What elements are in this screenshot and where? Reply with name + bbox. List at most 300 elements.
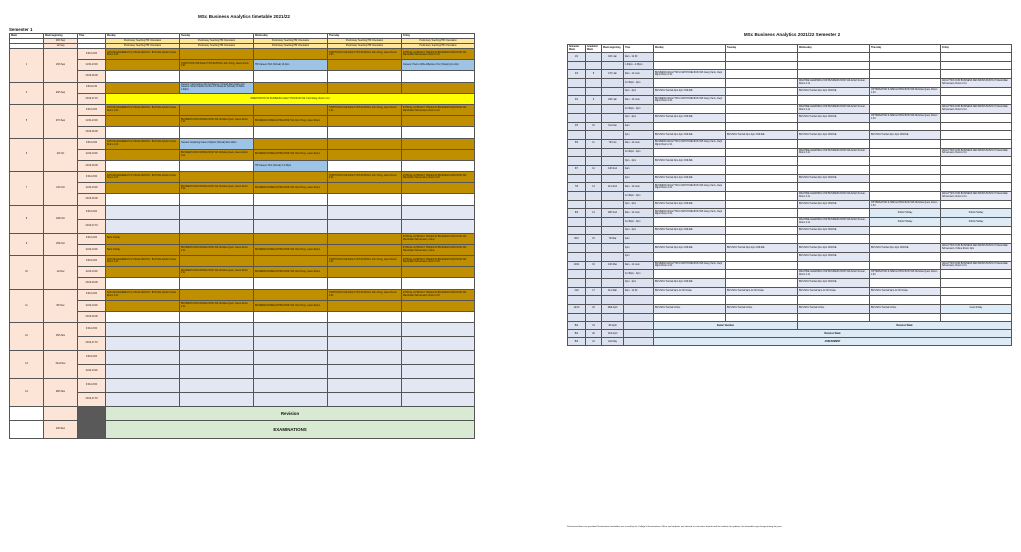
session-cell xyxy=(798,235,870,244)
academic-week-cell: 16 xyxy=(586,261,602,270)
semester-week-cell xyxy=(568,252,586,261)
time-cell: 9:00-13:00 xyxy=(78,49,106,60)
session-cell xyxy=(798,209,870,218)
time-cell: 3pm - 4pm xyxy=(624,200,654,209)
session-cell xyxy=(106,82,180,93)
session-cell: BUS7116 Tutorial 3pm-4pm ONLINE xyxy=(870,244,941,253)
session-cell xyxy=(106,194,180,205)
session-cell xyxy=(106,379,180,393)
session-cell: ETHICAL & PRIVACY ISSUES IN BUSINESS DATA BUS7120 Maximillian Schuemann, Room 2.10 xyxy=(402,289,475,300)
session-cell xyxy=(941,313,1012,322)
timetable-row xyxy=(568,105,1012,114)
semester-week-cell xyxy=(568,200,586,209)
academic-week-cell: 21 xyxy=(586,338,602,346)
timetable-row xyxy=(568,79,1012,88)
session-cell xyxy=(654,61,726,70)
time-cell: 13:00-16:00 xyxy=(78,194,106,205)
timetable-row xyxy=(10,311,475,322)
header-wednesday: Wednesday xyxy=(798,45,870,53)
timetable-row xyxy=(10,323,475,337)
session-cell xyxy=(328,160,402,171)
time-cell: 9am - 12 noon xyxy=(624,183,654,192)
session-cell xyxy=(870,53,941,62)
session-cell: MACHINE LEARNING FOR BUSINESS BUS7116 Ashish Kumar, Room 2.11 xyxy=(798,148,870,157)
session-cell: DATA MANAGEMENT & VISUALISATION - BUS7111 Ashish Kumar Room 1.03 xyxy=(106,138,180,149)
week-number: 7 xyxy=(10,172,44,206)
session-cell xyxy=(254,219,328,233)
session-cell xyxy=(798,296,870,305)
timetable-row xyxy=(568,157,1012,166)
header-academic-week: Academic Week xyxy=(586,45,602,53)
session-cell xyxy=(180,71,254,82)
examinations-banner: EXAMINATIONS xyxy=(106,421,475,439)
session-cell xyxy=(870,183,941,192)
session-cell: ANALYTICS FOR BUSINESS DECISIONS BUS7117 Maximillian Schuemann, Room 2.11 xyxy=(941,192,1012,201)
session-cell xyxy=(798,165,870,174)
time-cell: 11:00-13:00 xyxy=(78,267,106,278)
timetable-row xyxy=(10,172,475,183)
time-cell: 11:00-13:00 xyxy=(78,116,106,127)
session-cell: BUS7201 Tutorial 3pm-4pm ONLINE xyxy=(654,244,726,253)
prelim-cell: Preliminary Teaching/TBI Orientation xyxy=(254,44,328,49)
session-cell xyxy=(654,165,726,174)
academic-week-cell xyxy=(586,252,602,261)
session-cell xyxy=(870,165,941,174)
session-cell xyxy=(654,105,726,114)
session-cell xyxy=(180,172,254,183)
week-beginning-cell: 1st Sep xyxy=(44,44,78,49)
session-cell xyxy=(254,138,328,149)
header-friday: Friday xyxy=(941,45,1012,53)
week-beginning-cell xyxy=(602,313,624,322)
academic-week-cell xyxy=(586,148,602,157)
timetable-row xyxy=(10,393,475,407)
session-cell xyxy=(328,393,402,407)
session-cell: BUS7116 Tutorial 3pm-4pm ONLINE xyxy=(798,174,870,183)
session-cell xyxy=(654,79,726,88)
time-cell: 3pm - 4pm xyxy=(624,226,654,235)
semester-week-cell xyxy=(568,105,586,114)
academic-week-cell xyxy=(586,105,602,114)
time-cell: 9am - 12.30 xyxy=(624,53,654,62)
prelim-cell: Preliminary Teaching/TBI Orientation xyxy=(180,39,254,44)
session-cell xyxy=(726,157,798,166)
session-cell xyxy=(941,226,1012,235)
session-cell xyxy=(870,192,941,201)
session-cell xyxy=(798,61,870,70)
time-cell: 12.30pm - 3pm xyxy=(624,105,654,114)
session-cell xyxy=(254,127,328,138)
timetable-row xyxy=(568,270,1012,279)
session-cell xyxy=(726,87,798,96)
session-cell: DATA MANAGEMENT & VISUALISATION - BUS7111 Ashish Kumar Room 1.03 xyxy=(106,49,180,60)
session-cell xyxy=(941,296,1012,305)
session-cell xyxy=(328,71,402,82)
session-cell xyxy=(654,270,726,279)
session-cell: BUS7201 Tutorial Online xyxy=(654,304,726,313)
summary-banner: Revision Week xyxy=(654,330,1012,338)
week-beginning-cell xyxy=(602,226,624,235)
session-cell xyxy=(106,205,180,219)
vacation-row xyxy=(568,322,1012,330)
academic-week-cell xyxy=(586,87,602,96)
session-cell xyxy=(402,219,475,233)
week-beginning-cell: 25th Oct xyxy=(44,233,78,255)
session-cell xyxy=(254,393,328,407)
semester-week-cell: 11/2 xyxy=(568,287,586,296)
timetable-row xyxy=(568,174,1012,183)
time-cell: 9:00-12:30 xyxy=(78,82,106,93)
session-cell: BUSINESS FORECASTING BUS7114 John Hong, Jason Room xyxy=(254,267,328,278)
time-cell: 3pm - 4pm xyxy=(624,113,654,122)
timetable-row xyxy=(568,296,1012,305)
semester-week-cell: 2/3 xyxy=(568,70,586,79)
time-cell: 9am - 12 noon xyxy=(624,139,654,148)
time-cell: 9:00-13:00 xyxy=(78,233,106,244)
time-cell xyxy=(624,296,654,305)
timetable-row xyxy=(568,113,1012,122)
semester-week-cell xyxy=(568,157,586,166)
header-week-beginning: Week beginning xyxy=(602,45,624,53)
academic-week-cell: 8 xyxy=(586,70,602,79)
session-cell xyxy=(254,323,328,337)
session-cell: BUSINESS FORECASTING BUS7114 John Hong, Jason Room xyxy=(254,116,328,127)
session-cell xyxy=(180,104,254,115)
week-beginning-cell: 11th April xyxy=(602,330,624,338)
session-cell: Careers: Interviewing with Confidence (Virtual) 9am-10am and Careers: Work Practice for Box 8.5 Students (Virtual) 11.30am-1.30pm xyxy=(180,82,254,93)
session-cell: BUSINESS DATA MINING BUS7113 Nicholas Quek, Jason Room 2.11 xyxy=(180,149,254,160)
session-cell: TBI Careers Hub (Virtual) 3-4.30pm xyxy=(254,160,328,171)
session-cell xyxy=(402,71,475,82)
session-cell: BUS7116 Tutorial 3pm-4pm ONLINE xyxy=(798,200,870,209)
time-cell: 4pm xyxy=(624,131,654,140)
session-cell: BUS7201 Tutorial Online xyxy=(798,304,870,313)
session-cell xyxy=(726,261,798,270)
timetable-row xyxy=(568,278,1012,287)
session-cell xyxy=(726,70,798,79)
time-cell: 9am - 12 noon xyxy=(624,209,654,218)
session-cell: BUSINESS FORECASTING BUS7114 John Hong, Jason Room xyxy=(254,244,328,255)
session-cell: BUS7116 Tutorial 3pm-4pm ONLINE xyxy=(798,226,870,235)
timetable-row xyxy=(568,218,1012,227)
time-cell: 11:00-13:00 xyxy=(78,244,106,255)
session-cell xyxy=(402,267,475,278)
session-cell xyxy=(180,194,254,205)
session-cell xyxy=(328,365,402,379)
session-cell xyxy=(254,71,328,82)
timetable-row xyxy=(568,287,1012,296)
session-cell xyxy=(328,127,402,138)
timetable-row xyxy=(568,87,1012,96)
session-cell xyxy=(254,205,328,219)
session-cell xyxy=(254,49,328,60)
time-cell: 13:00-17:15 xyxy=(78,219,106,233)
semester-2-sheet xyxy=(567,0,1011,552)
session-cell xyxy=(726,79,798,88)
time-cell: 9:00-13:00 xyxy=(78,172,106,183)
academic-week-cell xyxy=(586,131,602,140)
time-cell: 11:00-13:00 xyxy=(78,149,106,160)
timetable-row xyxy=(10,116,475,127)
session-cell xyxy=(180,49,254,60)
week-beginning-cell: 27th Sep xyxy=(44,104,78,138)
session-cell xyxy=(106,393,180,407)
semester-week-cell: 7/8 xyxy=(568,183,586,192)
session-cell xyxy=(870,313,941,322)
timetable-row xyxy=(568,200,1012,209)
time-cell: 4pm xyxy=(624,244,654,253)
timetable-row xyxy=(10,256,475,267)
session-cell xyxy=(328,351,402,365)
session-cell xyxy=(402,127,475,138)
session-cell xyxy=(106,323,180,337)
session-cell xyxy=(726,200,798,209)
session-cell: BUSINESS DATA MINING BUS7113 Nicholas Quek, Jason Room 2.11 xyxy=(180,244,254,255)
week-number: 12 xyxy=(10,323,44,351)
time-cell: 13:00-16:00 xyxy=(78,311,106,322)
session-cell: DATA MANAGEMENT & VISUALISATION - BUS7111 Ashish Kumar Room 1.03 xyxy=(106,104,180,115)
session-cell: BUS7201 Tutorial 3pm-4pm ONLINE xyxy=(654,278,726,287)
session-cell: MACHINE LEARNING FOR BUSINESS BUS7116 Ashish Kumar, Room 2.11 xyxy=(798,192,870,201)
session-cell xyxy=(870,252,941,261)
time-cell: 9:00-13:00 xyxy=(78,256,106,267)
session-cell xyxy=(870,278,941,287)
academic-week-cell xyxy=(586,270,602,279)
session-cell xyxy=(726,139,798,148)
session-cell: BUS7201 Tutorial 3pm-4pm ONLINE xyxy=(654,226,726,235)
week-number: 8 xyxy=(10,205,44,233)
session-cell xyxy=(654,296,726,305)
week-beginning-cell xyxy=(602,131,624,140)
session-cell xyxy=(726,105,798,114)
timetable-row xyxy=(10,93,475,104)
session-cell xyxy=(106,160,180,171)
timetable-row xyxy=(568,209,1012,218)
session-cell: BUS7116 Tutorial 3pm-4pm ONLINE xyxy=(798,278,870,287)
week-cell xyxy=(10,421,44,439)
session-cell xyxy=(870,122,941,131)
session-cell xyxy=(402,323,475,337)
week-beginning-cell: 14th Mar xyxy=(602,261,624,270)
timetable-row xyxy=(568,122,1012,131)
time-cell: 12.30pm - 3pm xyxy=(624,218,654,227)
session-cell xyxy=(654,53,726,62)
session-cell xyxy=(941,165,1012,174)
session-cell xyxy=(328,205,402,219)
session-cell xyxy=(106,351,180,365)
session-cell xyxy=(870,61,941,70)
semester-week-cell xyxy=(568,61,586,70)
session-cell xyxy=(726,313,798,322)
session-cell: STATISTICS FOR ANALYTICS BUS7110 John Hong, Jason Room 2.01 xyxy=(328,289,402,300)
summary-banner: ASSESSMENT xyxy=(654,338,1012,346)
semester-label: Semester 1 xyxy=(9,27,33,32)
prelim-cell: Preliminary Teaching/TBI Orientation xyxy=(254,39,328,44)
timetable-row xyxy=(568,61,1012,70)
session-cell xyxy=(726,113,798,122)
session-cell xyxy=(654,235,726,244)
week-beginning-cell xyxy=(602,79,624,88)
session-cell: MACHINE LEARNING FOR BUSINESS BUS7116 Ashish Kumar, Room 2.11 xyxy=(798,79,870,88)
prelim-cell: Preliminary Teaching/TBI Orientation xyxy=(402,39,475,44)
session-cell xyxy=(254,233,328,244)
semester-week-cell: 1/2 xyxy=(568,53,586,62)
session-cell xyxy=(180,233,254,244)
semester-week-cell xyxy=(568,79,586,88)
session-cell xyxy=(726,61,798,70)
time-cell: 13:00-17:15 xyxy=(78,393,106,407)
prelim-cell: Preliminary Teaching/TBI Orientation xyxy=(106,44,180,49)
session-cell xyxy=(328,337,402,351)
session-cell xyxy=(254,194,328,205)
session-cell xyxy=(328,323,402,337)
session-cell xyxy=(941,270,1012,279)
session-cell xyxy=(941,200,1012,209)
session-cell xyxy=(106,149,180,160)
timetable-row xyxy=(10,71,475,82)
time-cell: 9:00-13:00 xyxy=(78,351,106,365)
timetable-row xyxy=(10,49,475,60)
header-wednesday: Wednesday xyxy=(254,34,328,39)
session-cell: MACHINE LEARNING FOR BUSINESS BUS7116 Ashish Kumar, Room 2.11 xyxy=(798,270,870,279)
timetable-row xyxy=(10,300,475,311)
session-cell: BUS7201 Tutorial 3pm-4pm ONLINE xyxy=(726,131,798,140)
session-cell: Public Holiday xyxy=(941,218,1012,227)
time-cell: 9:00-13:00 xyxy=(78,323,106,337)
session-cell xyxy=(328,267,402,278)
session-cell xyxy=(254,104,328,115)
academic-week-cell: 12 xyxy=(586,165,602,174)
session-cell xyxy=(941,157,1012,166)
session-cell: BUS7201 Tutorial 9am-12.30 Online xyxy=(726,287,798,296)
session-cell xyxy=(654,122,726,131)
session-cell xyxy=(328,311,402,322)
time-cell: 12.30pm - 3pm xyxy=(624,270,654,279)
session-cell xyxy=(654,218,726,227)
academic-week-cell xyxy=(586,157,602,166)
session-cell xyxy=(941,122,1012,131)
academic-week-cell: 20 xyxy=(586,330,602,338)
revision-banner: Revision xyxy=(106,407,475,421)
academic-week-cell: 10 xyxy=(586,122,602,131)
week-beginning-cell xyxy=(602,218,624,227)
session-cell xyxy=(941,131,1012,140)
session-cell: Public Holiday xyxy=(870,209,941,218)
session-cell xyxy=(941,87,1012,96)
time-cell: 12.30pm - 3pm xyxy=(624,148,654,157)
timetable-row xyxy=(10,127,475,138)
timetable-row xyxy=(10,351,475,365)
left-title: MSc Business Analytics timetable 2021/22 xyxy=(197,14,290,19)
time-cell: 4am xyxy=(624,122,654,131)
session-cell: ETHICAL & PRIVACY ISSUES IN BUSINESS DATA BUS7120 Maximillian Schuemann, Room 2.10 xyxy=(402,49,475,60)
time-cell xyxy=(624,338,654,346)
session-cell: BUSINESS DATA MINING BUS7113 Nicholas Quek, Jason Room 2.11 xyxy=(180,300,254,311)
session-cell xyxy=(726,209,798,218)
timetable-row xyxy=(10,138,475,149)
academic-week-cell xyxy=(586,192,602,201)
session-cell: ETHICAL & PRIVACY ISSUES IN BUSINESS DATA BUS7120 Maximillian Schuemann, Room 2.10 xyxy=(402,172,475,183)
timetable-row xyxy=(10,267,475,278)
session-cell: BUS7116 Tutorial 3pm-4pm ONLINE xyxy=(798,244,870,253)
semester-week-cell xyxy=(568,244,586,253)
time-cell: 9am - 12 noon xyxy=(624,261,654,270)
week-beginning-cell xyxy=(602,113,624,122)
session-cell: ANALYTICS FOR BUSINESS DECISIONS BUS7117 Maximillian Schuemann, Room 2.11 xyxy=(941,105,1012,114)
session-cell: BUS7201 Tutorial 3pm-4pm ONLINE xyxy=(654,87,726,96)
session-cell xyxy=(402,337,475,351)
session-cell: BUS7116 Tutorial 3pm-4pm ONLINE xyxy=(798,252,870,261)
week-beginning-cell xyxy=(602,105,624,114)
session-cell xyxy=(941,70,1012,79)
session-cell xyxy=(106,127,180,138)
week-beginning-cell xyxy=(602,244,624,253)
session-cell xyxy=(870,296,941,305)
semester-week-cell: 3/4 xyxy=(568,96,586,105)
timetable-row xyxy=(568,53,1012,62)
week-beginning-cell xyxy=(602,148,624,157)
session-cell: BUSINESS FORECASTING BUS7114 John Hong, Jason Room xyxy=(254,300,328,311)
time-cell: 1.30pm - 4.30pm xyxy=(624,61,654,70)
session-cell xyxy=(798,183,870,192)
session-cell: Careers: How to Write Effective CVs (Virtual) 1pm-2pm xyxy=(402,60,475,71)
semester-week-cell xyxy=(568,148,586,157)
session-cell xyxy=(726,148,798,157)
timetable-row xyxy=(10,205,475,219)
session-cell xyxy=(106,267,180,278)
session-cell: BUS7116 Tutorial 3pm-4pm ONLINE xyxy=(870,131,941,140)
week-beginning-cell: 21st Mar xyxy=(602,287,624,296)
revision-week: Revision Week xyxy=(798,322,1012,330)
semester-week-cell: B/2 xyxy=(568,330,586,338)
session-cell xyxy=(726,53,798,62)
time-cell: 9:00-13:00 xyxy=(78,379,106,393)
time-cell xyxy=(624,313,654,322)
session-cell: STATISTICS FOR ANALYTICS BUS7110 John Hong, Jason Room 2.01 xyxy=(328,256,402,267)
session-cell xyxy=(328,278,402,289)
session-cell xyxy=(402,300,475,311)
session-cell xyxy=(726,174,798,183)
session-cell: MACHINE LEARNING FOR BUSINESS BUS7116 Ashish Kumar, Room 2.11 xyxy=(798,218,870,227)
session-cell xyxy=(798,96,870,105)
session-cell xyxy=(654,313,726,322)
timetable-row xyxy=(10,82,475,93)
session-cell: BUS7201 Tutorial 3pm-4pm ONLINE xyxy=(654,200,726,209)
semester-week-cell xyxy=(568,174,586,183)
time-cell: 13:00-16:00 xyxy=(78,127,106,138)
session-cell xyxy=(106,71,180,82)
session-cell xyxy=(798,53,870,62)
session-cell xyxy=(402,365,475,379)
week-beginning-cell: 13th Dec xyxy=(44,421,78,439)
session-cell xyxy=(941,61,1012,70)
session-cell xyxy=(726,165,798,174)
session-cell xyxy=(798,313,870,322)
session-cell xyxy=(402,183,475,194)
session-cell xyxy=(106,337,180,351)
academic-week-cell: 11 xyxy=(586,139,602,148)
semester-week-cell xyxy=(568,131,586,140)
semester-week-cell xyxy=(568,278,586,287)
timetable-row xyxy=(568,139,1012,148)
week-beginning-cell: 24th Jan xyxy=(602,96,624,105)
session-cell xyxy=(254,289,328,300)
timetable-row xyxy=(568,252,1012,261)
timetable-row xyxy=(10,365,475,379)
timetable-row xyxy=(568,244,1012,253)
session-cell: BUSINESS ANALYTICS CAPSTONE BUS7115 Jiang Yanru, Dept Mgmt Room 2.11 xyxy=(654,96,726,105)
session-cell xyxy=(180,351,254,365)
